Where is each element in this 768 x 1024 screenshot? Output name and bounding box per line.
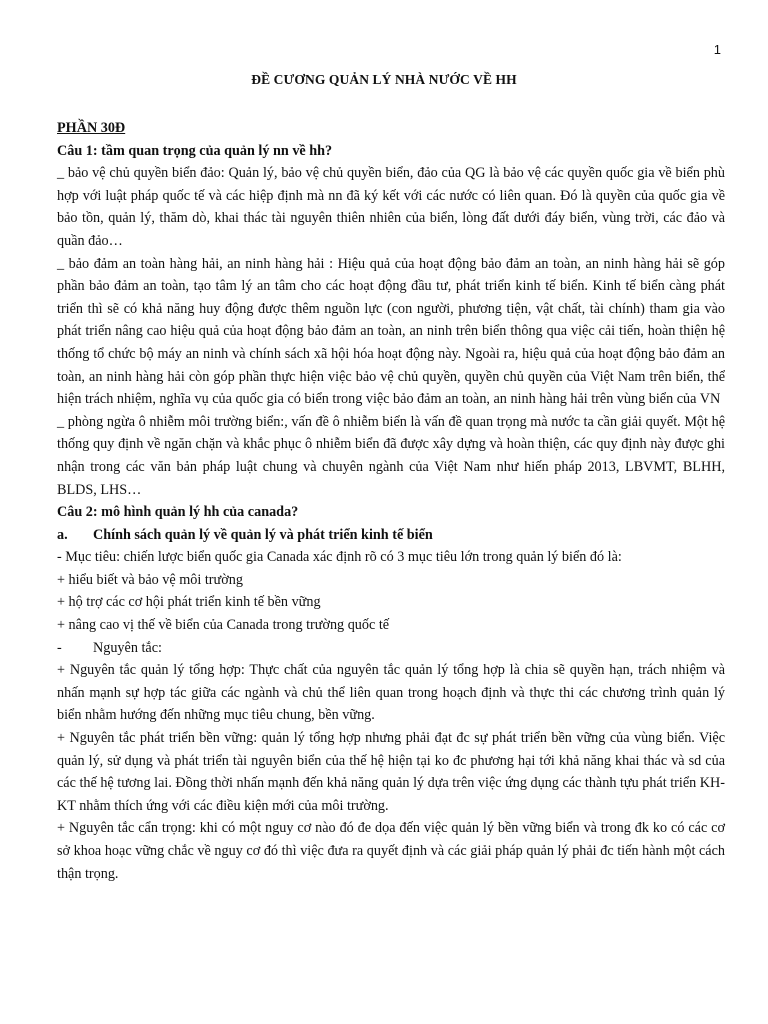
principles-label-text: Nguyên tắc: [93,639,162,656]
principle-item: + Nguyên tắc quản lý tổng hợp: Thực chất của nguyên tắc quản lý tổng hợp là chia sẽ quyền hạn, trách nhiệm và nhấn mạnh sự hợp tác giữa các ngành và chủ thể liên quan trong hoạch định và thực thi các chương trình quản lý biển nhằm hướng đến những mục tiêu chung, bền vững. [57,662,725,724]
principles-dash: - [57,639,62,656]
principle-item: + Nguyên tắc phát triển bền vững: quản lý tổng hợp nhưng phải đạt đc sự phát triển bền vững của vùng biển. Việc quản lý, sử dụng và phát triển tài nguyên biển của thế hệ hiện tại ko đc phương hại tới khả năng khai thác và sd của các thế hệ tương lai. Đồng thời nhấn mạnh đến khả năng quản lý dựa trên việc ứng dụng các thành tựu phát triển KH-KT nhằm thích ứng với các điều kiện mới của môi trường. [57,730,725,814]
question-2-subheading-a [57,524,725,547]
principle-item: + Nguyên tắc cẩn trọng: khi có một nguy cơ nào đó đe dọa đến việc quản lý bền vững biển và trong đk ko có các cơ sở khoa hoạc vững chắc về nguy cơ đó thì việc đưa ra quyết định và các giải pháp quản lý phải đc tiến hành một cách thận trọng. [57,820,725,882]
principles-label [57,637,725,660]
goal-item: + nâng cao vị thế về biển của Canada trong trường quốc tế [57,617,390,634]
goals-intro: - Mục tiêu: chiến lược biển quốc gia Canada xác định rõ có 3 mục tiêu lớn trong quản lý biển đó là: [57,549,622,566]
question-1-heading: Câu 1: tầm quan trọng của quản lý nn về hh? [57,142,333,159]
document-body [57,117,725,885]
section-heading: PHẦN 30Đ [57,120,126,136]
document-title: ĐỀ CƯƠNG QUẢN LÝ NHÀ NƯỚC VỀ HH [251,72,517,87]
question-1-paragraph-maritime-safety: _ bảo đảm an toàn hàng hải, an ninh hàng hải : Hiệu quả của hoạt động bảo đảm an toàn, an ninh hàng hải sẽ góp phần bảo đảm an toàn, tạo tâm lý an tâm cho các hoạt động đầu tư, phát triển kinh tế biển. Kinh tế biển càng phát triển thì sẽ có khả năng huy động được thêm nguồn lực (con người, phương tiện, vật chất, tài chính) tham gia vào phát triển nâng cao hiệu quả của hoạt động bảo đảm an toàn, an ninh trên biển thông qua việc cải tiến, hoàn thiện hệ thống tổ chức bộ máy an ninh và chính sách xã hội hóa hoạt động này. Ngoài ra, hiệu quả của hoạt động bảo đảm an toàn, an ninh hàng hải còn góp phần thực hiện việc bảo vệ chủ quyền, quyền chủ quyền của Việt Nam trên biển, thể hiện trách nhiệm, nghĩa vụ của quốc gia có biển trong việc bảo đảm an toàn, an ninh hàng hải trên vùng biển của VN [57,255,725,408]
question-1-paragraph-sovereignty: _ bảo vệ chủ quyền biển đảo: Quản lý, bảo vệ chủ quyền biển, đảo của QG là bảo vệ các quyền quốc gia về biển phù hợp với luật pháp quốc tế và các hiệp định mà nn đã ký kết với các nước có liên quan. Đó là quyền của quốc gia về bảo tồn, quản lý, thăm dò, khai thác tài nguyên thiên nhiên của biển, lòng đất dưới đáy biển, vùng trời, các đảo và quần đảo… [57,165,725,249]
page-number: 1 [713,42,721,57]
question-2-heading: Câu 2: mô hình quản lý hh của canada? [57,504,299,521]
subheading-text: Chính sách quản lý về quản lý và phát triển kinh tế biển [93,526,433,543]
goal-item: + hộ trợ các cơ hội phát triển kinh tế bền vững [57,594,321,611]
goal-item: + hiểu biết và bảo vệ môi trường [57,571,243,588]
subheading-letter: a. [57,526,68,543]
question-1-paragraph-pollution: _ phòng ngừa ô nhiễm môi trường biển:, vấn đề ô nhiễm biển là vấn đề quan trọng mà nước ta cần giải quyết. Một hệ thống quy định về ngăn chặn và khắc phục ô nhiễm biển đã được xây dựng và hoàn thiện, các quy định này được ghi nhận trong các văn bản pháp luật chung và chuyên ngành của Việt Nam như hiến pháp 2013, LBVMT, BLHH, BLDS, LHS… [57,413,725,498]
